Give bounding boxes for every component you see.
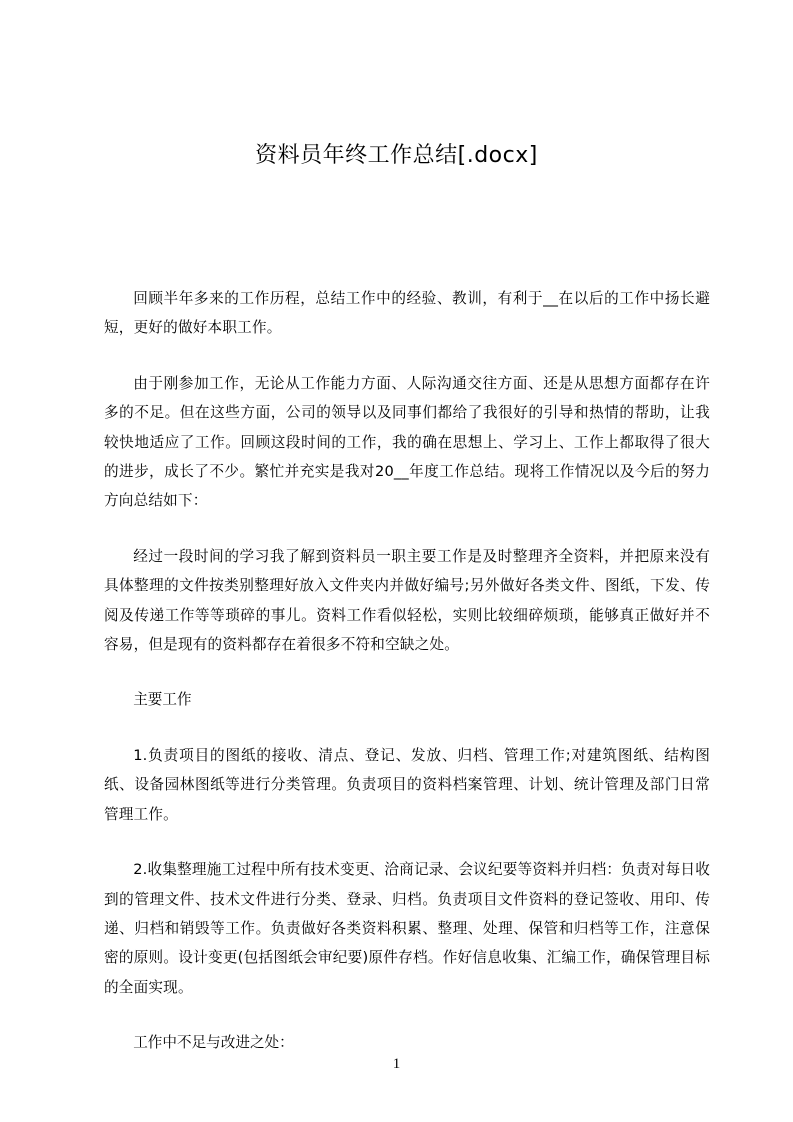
section-heading-main-work: 主要工作 (133, 691, 192, 709)
page-number: 1 (392, 1056, 401, 1072)
list-item: 2.收集整理施工过程中所有技术变更、洽商记录、会议纪要等资料并归档：负责对每日收到的管理文件、技术文件进行分类、登录、归档。负责项目文件资料的登记签收、用印、传递、归档和销毁等工作。负责做好各类资料积累、整理、处理、保管和归档等工作，注意保密的原则。设计变更(包括图纸会审纪要)原件存档。作好信息收集、汇编工作，确保管理目标的全面实现。 (104, 861, 710, 996)
section-heading-shortcomings: 工作中不足与改进之处： (133, 1034, 294, 1052)
document-title: 资料员年终工作总结[.docx] (255, 143, 538, 168)
list-item: 1.负责项目的图纸的接收、清点、登记、发放、归档、管理工作;对建筑图纸、结构图纸、设备园林图纸等进行分类管理。负责项目的资料档案管理、计划、统计管理及部门日常管理工作。 (104, 746, 710, 823)
document-body (104, 284, 710, 1084)
paragraph-background: 由于刚参加工作，无论从工作能力方面、人际沟通交往方面、还是从思想方面都存在许多的不足。但在这些方面，公司的领导以及同事们都给了我很好的引导和热情的帮助，让我较快地适应了工作。回顾这段时间的工作，我的确在思想上、学习上、工作上都取得了很大的进步，成长了不少。繁忙并充实是我对20__年度工作总结。现将工作情况以及今后的努力方向总结如下： (104, 374, 710, 510)
paragraph-duties-overview: 经过一段时间的学习我了解到资料员一职主要工作是及时整理齐全资料，并把原来没有具体整理的文件按类别整理好放入文件夹内并做好编号;另外做好各类文件、图纸，下发、传阅及传递工作等等琐碎的事儿。资料工作看似轻松，实则比较细碎烦琐，能够真正做好并不容易，但是现有的资料都存在着很多不符和空缺之处。 (104, 547, 710, 654)
paragraph-intro: 回顾半年多来的工作历程，总结工作中的经验、教训，有利于__在以后的工作中扬长避短，更好的做好本职工作。 (104, 290, 710, 337)
